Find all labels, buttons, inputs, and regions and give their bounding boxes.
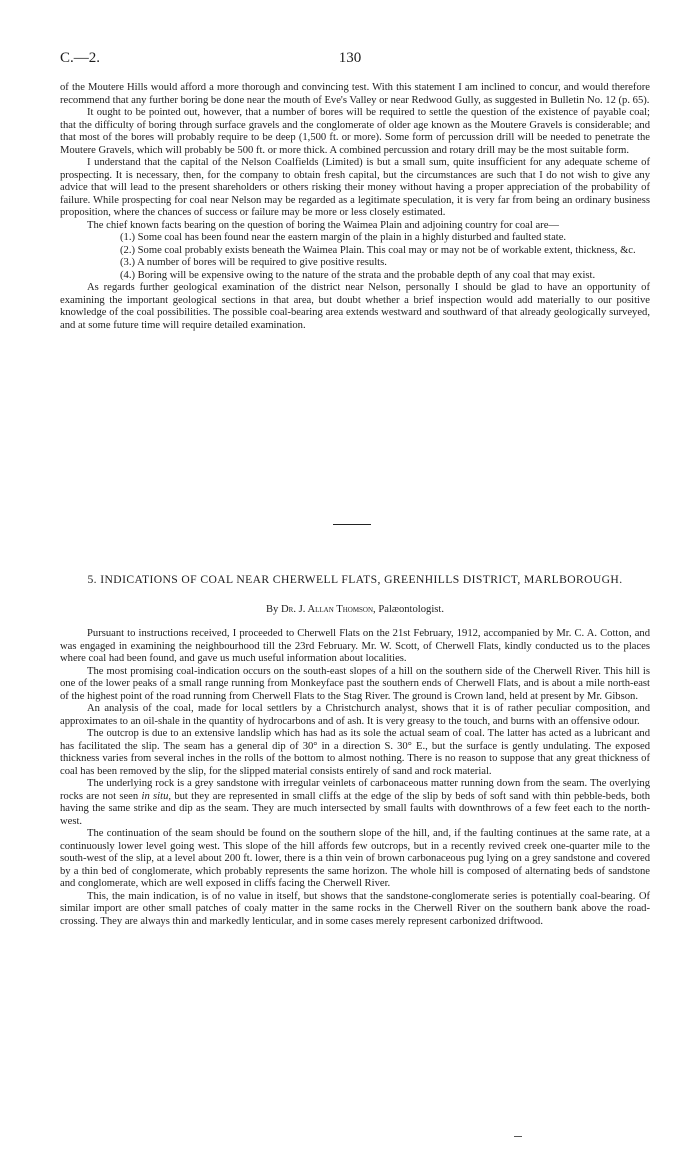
paragraph: Pursuant to instructions received, I proceeded to Cherwell Flats on the 21st February, 1912, accompanied by Mr. C. A. Cotton, and was engaged in examining the neighbourhood till the 23rd February. Mr. W. Scott, of Cherwell Flats, kindly conducted us to the places where coal had been found, and gave us much useful information about localities.: [60, 628, 650, 664]
paragraph: The outcrop is due to an extensive landslip which has had as its sole the actual seam of coal. The latter has acted as a lubricant and has facilitated the slip. The seam has a general dip of 30° in a direction S. 30° E., but the surface is gently undulating. The exposed thickness varies from several inches in the rolls of the bottom to almost nothing. There is no reason to suppose that any great thickness of coal has been removed by the slip, for the slipped material consists entirely of sand and rock material.: [60, 728, 650, 777]
section-a-body: [60, 82, 650, 332]
document-code: C.—2.: [60, 50, 101, 66]
page-mark: [514, 1136, 522, 1137]
list-item: (2.) Some coal probably exists beneath the Waimea Plain. This coal may or may not be of workable extent, thickness, &c.: [120, 244, 636, 256]
list-item: (1.) Some coal has been found near the eastern margin of the plain in a highly disturbed and faulted state.: [120, 232, 567, 243]
author-role: Palæontologist.: [378, 604, 444, 615]
facts-list: [60, 232, 650, 282]
list-item: (3.) A number of bores will be required to give positive results.: [120, 257, 387, 268]
paragraph: This, the main indication, is of no value in itself, but shows that the sandstone-conglomerate series is potentially coal-bearing. Of similar import are other small patches of coaly matter in the same rocks in the Cherwell River on the southern bank above the road-crossing. They are always thin and markedly lenticular, and in some cases merely represent carbonized driftwood.: [60, 890, 650, 927]
section-divider: [333, 524, 371, 525]
paragraph: An analysis of the coal, made for local settlers by a Christchurch analyst, shows that it is of rather peculiar composition, and approximates to an oil-shale in the quantity of hydrocarbons and of ash. It is very greasy to the touch, and burns with an offensive odour.: [60, 703, 650, 727]
byline-prefix: By: [265, 604, 279, 615]
page-header: [60, 50, 640, 70]
byline: [60, 604, 650, 617]
paragraph: The most promising coal-indication occurs on the south-east slopes of a hill on the southern side of the Cherwell River. This hill is one of the lower peaks of a small range running from Monkeyface past the southern ends of Cherwell Flats, and is about a mile north-east of the highest point of the road running from Cherwell Flats to the Stag River. The ground is Crown land, held at present by Mr. Gibson.: [60, 665, 650, 702]
paragraph: The continuation of the seam should be found on the southern slope of the hill, and, if the faulting continues at the same rate, at a continuously lower level going west. This slope of the hill affords few outcrops, but in a recently revived creek one-quarter mile to the south-west of the slip, at a level about 200 ft. lower, there is a thin vein of brown carbonaceous pug lying on a grey sandstone and covered by a thin bed of conglomerate, which probably represents the same horizon. The whole hill is composed of alternating beds of sandstone and conglomerate, which are well exposed in cliffs facing the Cherwell River.: [60, 828, 650, 889]
paragraph: [60, 778, 650, 828]
section-b-body: [60, 628, 650, 928]
text-run: The underlying rock is a grey sandstone with irregular veinlets of carbonaceous matter running down from the seam. The overlying rocks are not seen: [60, 778, 650, 802]
paragraph: As regards further geological examination of the district near Nelson, personally I should be glad to have an opportunity of examining the important geological sections in that area, but doubt whether a brief inspection would add materially to our positive knowledge of the coal possibilities. The possible coal-bearing area extends westward and southward of that already geologically surveyed, and at some future time will require detailed examination.: [60, 282, 650, 331]
paragraph: The chief known facts bearing on the question of boring the Waimea Plain and adjoining country for coal are—: [87, 219, 559, 231]
author-name: Dr. J. Allan Thomson,: [281, 604, 376, 615]
italic-term: in situ: [141, 790, 169, 802]
paragraph: of the Moutere Hills would afford a more thorough and convincing test. With this statement I am inclined to concur, and would therefore recommend that any further boring be done near the mouth of Eve's Valley or near Redwood Gully, as suggested in Bulletin No. 12 (p. 65).: [60, 82, 650, 106]
page-number: 130: [338, 50, 362, 66]
paragraph: I understand that the capital of the Nelson Coalfields (Limited) is but a small sum, quite insufficient for any adequate scheme of prospecting. It is necessary, then, for the company to obtain fresh capital, but the circumstances are such that I do not wish to give any advice that will lead to the present shareholders or others risking their money without having a proper appreciation of the probability of failure. While prospecting for coal near Nelson may be regarded as a legitimate speculation, it is very far from being an ordinary business proposition, where the chances of success or failure may be more or less closely estimated.: [60, 157, 650, 218]
list-item: (4.) Boring will be expensive owing to the nature of the strata and the probable depth of any coal that may exist.: [120, 269, 596, 281]
section-heading: 5. INDICATIONS OF COAL NEAR CHERWELL FLATS, GREENHILLS DISTRICT, MARLBOROUGH.: [87, 573, 623, 586]
paragraph: It ought to be pointed out, however, that a number of bores will be required to settle the question of the existence of payable coal; that the difficulty of boring through surface gravels and the conglomerate of older age known as the Moutere Gravels is considerable; and that most of the bores will probably require to be deep (1,500 ft. or more). Some form of percussion drill will be needed to penetrate the Moutere Gravels, which will probably be 500 ft. or more thick. A combined percussion and rotary drill may be the most suitable form.: [60, 107, 650, 156]
text-run: , but they are represented in small cliffs at the edge of the slip by beds of soft sand with thin pebble-beds, both having the same strike and dip as the seam. They are much intersected by small faults with downthrows of a few feet each to the north-west.: [60, 790, 650, 827]
